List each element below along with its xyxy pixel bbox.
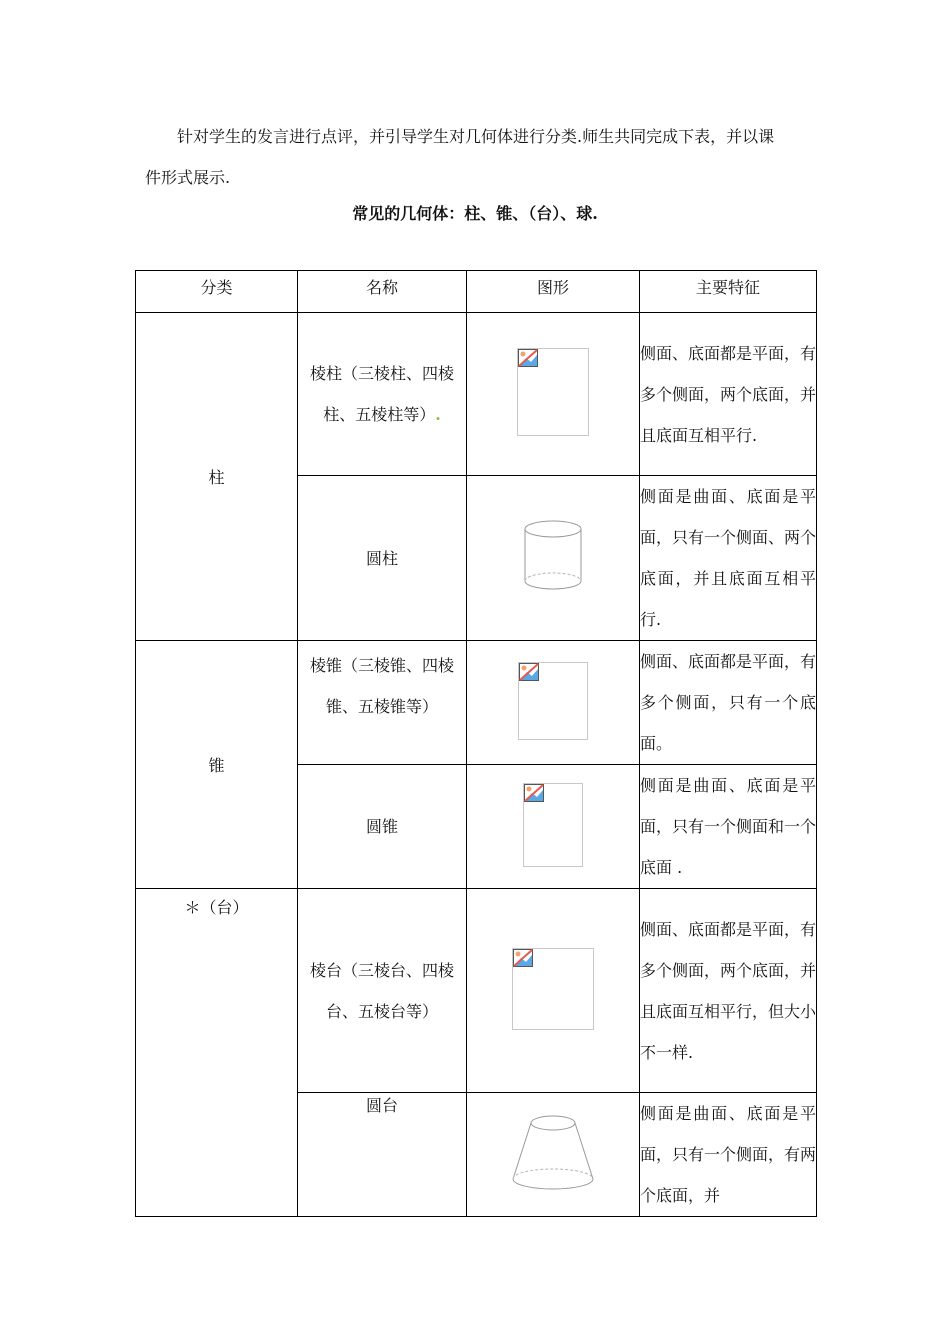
name-mark: . — [435, 405, 441, 424]
header-name: 名称 — [298, 271, 467, 313]
table-row — [136, 641, 817, 765]
header-row — [136, 271, 817, 313]
cone-image-placeholder — [523, 783, 583, 867]
feature-cell: 侧面是曲面、底面是平面，只有一个侧面，有两个底面，并 — [640, 1093, 817, 1217]
name-cell: 棱锥（三棱锥、四棱锥、五棱锥等） — [298, 641, 467, 765]
intro-line-2: 件形式展示. — [145, 168, 231, 187]
category-cell: 柱 — [136, 313, 298, 641]
intro-paragraph — [145, 116, 817, 198]
feature-cell: 侧面是曲面、底面是平面，只有一个侧面和一个底面 . — [640, 765, 817, 889]
header-feature: 主要特征 — [640, 271, 817, 313]
figure-cell — [467, 765, 640, 889]
table-row — [136, 889, 817, 1093]
feature-cell: 侧面、底面都是平面，有多个侧面，只有一个底面。 — [640, 641, 817, 765]
category-cell: 锥 — [136, 641, 298, 889]
intro-line-1: 针对学生的发言进行点评，并引导学生对几何体进行分类.师生共同完成下表，并以课 — [177, 127, 775, 146]
category-cell: ＊（台） — [136, 889, 298, 1217]
figure-cell — [467, 641, 640, 765]
name-cell: 圆锥 — [298, 765, 467, 889]
frustum-image-placeholder — [512, 948, 594, 1030]
name-cell — [298, 313, 467, 476]
name-text: 棱柱（三棱柱、四棱柱、五棱柱等） — [309, 364, 454, 424]
truncated-cone-figure — [509, 1113, 597, 1193]
figure-cell — [467, 476, 640, 641]
broken-image-icon — [519, 663, 539, 681]
name-cell: 圆柱 — [298, 476, 467, 641]
solids-table — [135, 270, 817, 1217]
feature-cell: 侧面是曲面、底面是平面，只有一个侧面、两个底面，并且底面互相平行. — [640, 476, 817, 641]
table-row — [136, 313, 817, 476]
feature-cell: 侧面、底面都是平面，有多个侧面，两个底面，并且底面互相平行. — [640, 313, 817, 476]
feature-cell: 侧面、底面都是平面，有多个侧面，两个底面，并且底面互相平行，但大小不一样. — [640, 889, 817, 1093]
figure-cell — [467, 889, 640, 1093]
broken-image-icon — [524, 784, 544, 802]
figure-cell — [467, 313, 640, 476]
header-figure: 图形 — [467, 271, 640, 313]
broken-image-icon — [518, 349, 538, 367]
pyramid-image-placeholder — [518, 662, 588, 740]
name-cell: 圆台 — [298, 1093, 467, 1217]
broken-image-icon — [513, 949, 533, 967]
header-category: 分类 — [136, 271, 298, 313]
table-caption: 常见的几何体：柱、锥、（台）、球. — [352, 204, 598, 223]
figure-cell — [467, 1093, 640, 1217]
name-cell: 棱台（三棱台、四棱台、五棱台等） — [298, 889, 467, 1093]
cylinder-figure — [521, 519, 585, 593]
prism-image-placeholder — [517, 348, 589, 436]
